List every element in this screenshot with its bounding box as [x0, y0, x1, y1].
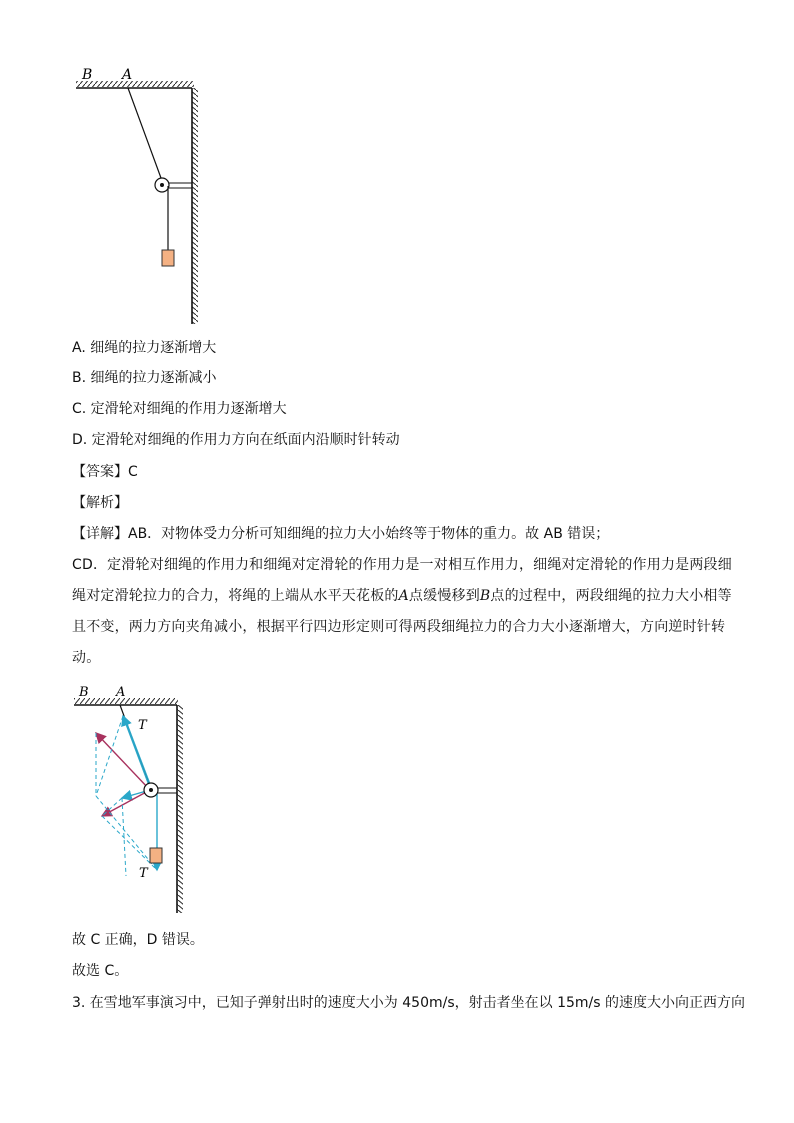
label-point-a: A — [122, 67, 133, 83]
detail-cd — [72, 550, 732, 674]
detail-ab-text: AB．对物体受力分析可知细绳的拉力大小始终等于物体的重力。故 AB 错误； — [128, 526, 610, 542]
wall-hatch — [192, 88, 198, 324]
detail-cd-part1: CD．定滑轮对细绳的作用力和细绳对定滑轮的作用力是一对相互作用力，细绳对定滑轮的作用力是两段细绳对定滑轮拉力的合力，将绳的上端从水平天花板的 — [72, 557, 732, 604]
label-point-a-2: A — [116, 685, 126, 700]
conclusion-line-1: 故 C 正确，D 错误。 — [72, 932, 204, 948]
pulley-2-axle — [149, 788, 153, 792]
ceiling-hatch — [76, 81, 194, 87]
detail-cd-point-a: A — [398, 588, 409, 604]
conclusion-line-2: 故选 C。 — [72, 963, 129, 979]
option-a: A. 细绳的拉力逐渐增大 — [72, 340, 217, 356]
rope-from-a — [128, 88, 161, 178]
detail-cd-point-b: B — [479, 588, 491, 604]
wall-hatch-2 — [177, 705, 183, 913]
pulley-setup-figure — [70, 60, 210, 330]
option-c: C. 定滑轮对细绳的作用力逐渐增大 — [72, 401, 287, 417]
hanging-block — [162, 250, 174, 266]
detail-tag: 【详解】 — [72, 526, 128, 542]
pulley-axle — [160, 183, 164, 187]
label-tension-top: T — [138, 718, 147, 733]
answer-tag: 【答案】 — [72, 464, 128, 480]
resultant-arrow-2 — [102, 790, 150, 816]
ceiling-hatch-2 — [74, 698, 178, 704]
label-point-b-2: B — [79, 685, 89, 700]
label-tension-bottom: T — [139, 866, 148, 881]
analysis-tag: 【解析】 — [72, 495, 128, 511]
hanging-block-2 — [150, 848, 162, 863]
detail-ab — [72, 524, 609, 544]
label-point-b: B — [82, 67, 93, 83]
detail-cd-part2: 点缓慢移到 — [408, 588, 480, 604]
answer-value: C — [128, 464, 138, 480]
detail-cd-part3: 点的过程中，两段细绳的拉力大小相等且不变，两力方向夹角减小，根据平行四边形定则可得两段细绳拉力的合力大小逐渐增大，方向逆时针转动。 — [72, 588, 732, 666]
option-b: B. 细绳的拉力逐渐减小 — [72, 370, 217, 386]
force-analysis-figure — [70, 680, 200, 920]
next-question: 3. 在雪地军事演习中，已知子弹射出时的速度大小为 450m/s，射击者坐在以 15m/s 的速度大小向正西方向 — [72, 995, 745, 1011]
answer-line — [72, 462, 138, 482]
option-d: D. 定滑轮对细绳的作用力方向在纸面内沿顺时针转动 — [72, 432, 400, 448]
